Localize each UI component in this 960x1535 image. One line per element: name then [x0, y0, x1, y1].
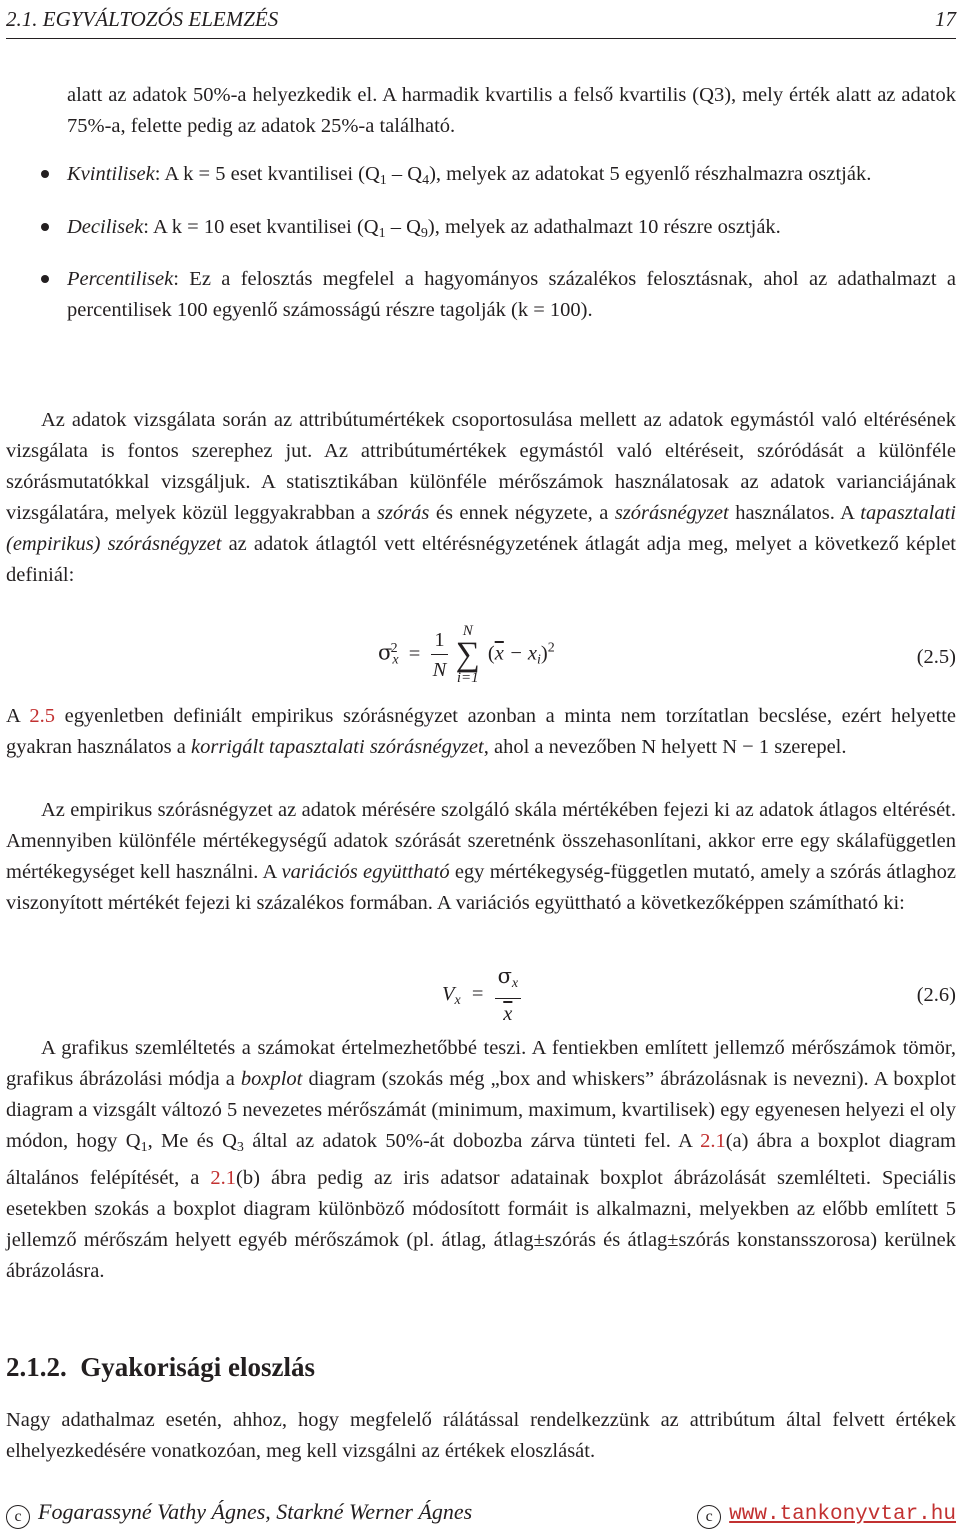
website-link[interactable]: www.tankonyvtar.hu	[729, 1503, 956, 1526]
equation-variance: $\sigma_x^2$ = $\frac{1}{N}$ N ∑ i=1 $(\overline{x} - x_i)^2$ (2.5)	[378, 623, 956, 686]
bullet-icon	[41, 170, 49, 178]
list-item: Kvintilisek: A k = 5 eset kvantilisei $(Q_1 - Q_4)$, melyek az adatokat 5 egyenlő részhalmazra osztják.	[67, 159, 956, 196]
footer-authors: c Fogarassyné Vathy Ágnes, Starkné Werner Ágnes	[6, 1496, 472, 1529]
running-header	[6, 2, 956, 39]
variance-paragraph: Az adatok vizsgálata során az attribútumértékek csoportosulása mellett az adatok egymástól való eltérésének vizsgálata is fontos szerephez jut. Az attribútumértékek egymástól való eltéréseit, szóródását a különféle szórásmutatókkal vizsgáljuk. A statisztikában különféle mérőszámok használatosak az adatok varianciájának vizsgálatára, melyek közül leggyakrabban a szórás és ennek négyzete, a szórásnégyzet használatos. A tapasztalati (empirikus) szórásnégyzet az adatok átlagtól vett eltérésnégyzetének átlagát adja meg, melyet a következő képlet definiál:	[6, 409, 956, 586]
fraction: $\frac{1}{N}$	[431, 626, 447, 685]
boxplot-paragraph: A grafikus szemléltetés a számokat értelmezhetőbbé teszi. A fentiekben említett jellemző mérőszámok tömör, grafikus ábrázolási módja a boxplot diagram (szokás még „box and whiskers” ábrázolásnak is nevezni). A boxplot diagram a vizsgált változó 5 nevezetes mérőszámát (minimum, maximum, kvartilisek) egy egyenesen helyezi el oly módon, hogy $Q_1$, Me és $Q_3$ által az adatok 50%-át dobozba zárva tünteti fel. A 2.1(a) ábra a boxplot diagram általános felépítését, a 2.1(b) ábra pedig az iris adatsor adatainak boxplot ábrázolását szemlélteti. Speciális esetekben szokás a boxplot diagram különböző módosított formáit is alkalmazni, melyekben az előbb említett 5 jellemző mérőszám helyett egyéb mérőszámok (pl. átlag, átlag±szórás és átlag±szórás konstansszorosa) kerülnek ábrázolásra.	[6, 1037, 956, 1282]
equation-number: (2.6)	[916, 984, 956, 1006]
page-number: 17	[935, 7, 956, 31]
quantile-list	[67, 159, 956, 342]
coefficient-of-variation-paragraph: Az empirikus szórásnégyzet az adatok mérésére szolgáló skála mértékében fejezi ki az adatok átlagos eltérését. Amennyiben különféle mértékegységű adatok szórását szeretnénk összehasonlítani, akkor erre egy skálafüggetlen mértékegységet kell használni. A variációs együttható egy mértékegység-független mutató, amely a szórás átlaghoz viszonyított mértékét fejezi ki százalékos formában. A variációs együttható a következőképpen számítható ki:	[6, 799, 956, 914]
section-title: 2.1. EGYVÁLTOZÓS ELEMZÉS	[6, 7, 279, 31]
frequency-distribution-paragraph: Nagy adathalmaz esetén, ahhoz, hogy megfelelő rálátással rendelkezzünk az attribútum által felvett értékek elhelyezkedésére vonatkozóan, meg kell vizsgálni az értékek eloszlását.	[6, 1409, 956, 1462]
equation-variation: $V_x$ = $\frac{\sigma_x}{x}$ (2.6)	[6, 962, 956, 1032]
summation-icon: N ∑ i=1	[455, 623, 480, 686]
copyright-icon: c	[697, 1505, 721, 1529]
figure-reference-link[interactable]: 2.1	[210, 1167, 237, 1189]
subsection-heading: 2.1.2. Gyakorisági eloszlás	[6, 1352, 315, 1382]
continued-paragraph: alatt az adatok 50%-a helyezkedik el. A harmadik kvartilis a felső kvartilis (Q3), mely érték alatt az adatok 75%-a, felette pedig az adatok 25%-a található.	[67, 84, 956, 137]
equation-number: (2.5)	[916, 646, 956, 668]
bullet-icon	[41, 275, 49, 283]
footer-website	[697, 1496, 956, 1530]
list-item: Decilisek: A k = 10 eset kvantilisei $(Q_1 - Q_9)$, melyek az adathalmazt 10 részre osztják.	[67, 212, 956, 249]
bullet-icon	[41, 223, 49, 231]
equation-reference-link[interactable]: 2.5	[29, 705, 55, 727]
page-footer	[6, 1496, 956, 1532]
list-item: Percentilisek: Ez a felosztás megfelel a hagyományos százalékos felosztásnak, ahol az adathalmazt a percentilisek 100 egyenlő számosságú részre tagolják (k = 100).	[67, 264, 956, 326]
figure-reference-link[interactable]: 2.1	[700, 1130, 726, 1152]
fraction: $\frac{\sigma_x}{x}$	[495, 962, 522, 1029]
copyright-icon: c	[6, 1505, 30, 1529]
corrected-variance-paragraph: A 2.5 egyenletben definiált empirikus szórásnégyzet azonban a minta nem torzítatlan becslése, ezért helyette gyakran használatos a korrigált tapasztalati szórásnégyzet, ahol a nevezőben N helyett N − 1 szerepel.	[6, 705, 956, 758]
